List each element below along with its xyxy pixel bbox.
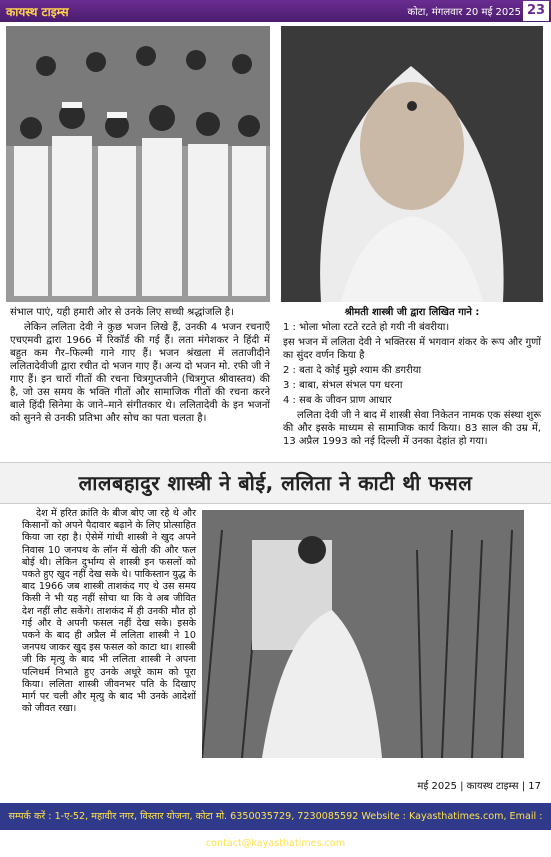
story-text <box>22 508 196 717</box>
harvest-photo-illustration <box>202 510 524 758</box>
portrait-photo-illustration <box>281 26 543 302</box>
contact-text: सम्पर्क करें : 1-ए-52, महावीर नगर, विस्तार योजना, कोटा मो. 6350035729, 7230085592 Website : Kayasthatimes.com, Email : contact@kayasthatimes.com <box>8 811 543 849</box>
dateline: कोटा, मंगलवार 20 मई 2025 <box>407 7 521 18</box>
left-paragraph: संभाल पाएं, यही हमारी ओर से उनके लिए सच्ची श्रद्धांजलि है। <box>10 307 234 318</box>
song-line: 2 : बता दे कोई मुझे श्याम की डगरीया <box>283 365 422 376</box>
group-photo-illustration <box>6 26 270 302</box>
contact-bar <box>0 803 551 849</box>
masthead-bar <box>0 0 551 22</box>
songs-caption: श्रीमती शास्त्री जी द्वारा लिखित गाने : <box>344 307 480 318</box>
story-paragraph: देश में हरित क्रांति के बीज बोए जा रहे थे और किसानों को अपने पैदावार बढ़ाने के लिए प्रोत्साहित किया जा रहा है। ऐसेमें गांधी शास्त्री ने खुद अपने निवास 10 जनपथ के लॉन में खेती की और फल बोई थी। लेकिन दुर्भाग्य से शास्त्री इन फसलों को पकते हुए खुद नहीं देख सके थे। पाकिस्तान युद्ध के बाद 1966 जब शास्त्री ताशकंद गए थे उस समय किसी ने भी यह नहीं सोचा था कि वे अब जीवित देश नहीं लौट सकेंगे। ताशकंद में ही उनकी मौत हो गई और वे अपनी फसल नहीं देख सके। इसके पकने के बाद ही अप्रैल में ललिता शास्त्री ने 10 जनपथ जाकर खुद इस फसल को काटा था। शास्त्री जी कि मृत्यु के बाद भी ललिता शास्त्री ने अपना पत्निधर्म निभाते हुए उनके अधूरे काम को पूरा किया। ललिता शास्त्री जीवनभर पति के दिखाए मार्ग पर चली और मृत्यु के बाद भी उनके आदेशों को जीवत रखा। <box>22 508 196 715</box>
footer-page-label: मई 2025 | कायस्थ टाइम्स | 17 <box>417 781 541 792</box>
closing-paragraph: ललिता देवी जी ने बाद में शास्त्री सेवा निकेतन नामक एक संस्था शुरू की और इसके माध्यम से सामाजिक कार्य किया। 83 साल की उम्र में, 13 अप्रैल 1993 को नई दिल्ली में उनका देहांत हो गया। <box>283 410 541 447</box>
right-column-text <box>283 306 541 450</box>
left-paragraph: लेकिन ललिता देवी ने कुछ भजन लिखे हैं, उनकी 4 भजन रचनाएँ एचएमवी द्वारा 1966 में रिकॉर्ड की गई हैं। लता मंगेशकर ने हिंदी में बहुत कम गैर–फिल्मी गाने गाए हैं। भजन श्रंखला में लताजीदीने ललितादेवीजी द्वारा रचीत दो भजन गाए हैं। अन्य दो भजन मो. रफी जी ने गाए हैं। इन चारों गीतों की रचना चित्रगुप्तजीने (चित्रगुप्त श्रीवास्तव) की है, जो उस समय के भक्ति गीतों और सामाजिक गीतों की रचना करने बाले हिंदी सिनेमा के जाने–माने संगीतकार थे। ललितादेवी के इन भजनों को सुनने से उनकी प्रतिभा और सोच का पता चलता है। <box>10 322 270 424</box>
portrait-photo <box>281 26 543 302</box>
headline-banner <box>0 462 551 504</box>
harvest-photo <box>202 510 524 758</box>
song-line: 4 : सब के जीवन प्राण आधार <box>283 395 392 406</box>
group-photo <box>6 26 270 302</box>
song-line: 1 : भोला भोला रटते रटते हो गयी नी बंवरीया। <box>283 322 450 333</box>
page-number: 23 <box>523 1 549 21</box>
headline: लालबहादुर शास्त्री ने बोई, ललिता ने काटी थी फसल <box>78 471 473 495</box>
brand-title: कायस्थ टाइम्स <box>6 5 69 19</box>
left-column-text <box>10 306 270 427</box>
song-line: 3 : बाबा, संभल संभल पग धरना <box>283 380 403 391</box>
song-line: इस भजन में ललिता देवी ने भक्तिरस में भगवान शंकर के रूप और गुणों का सुंदर वर्णन किया है <box>283 337 541 361</box>
